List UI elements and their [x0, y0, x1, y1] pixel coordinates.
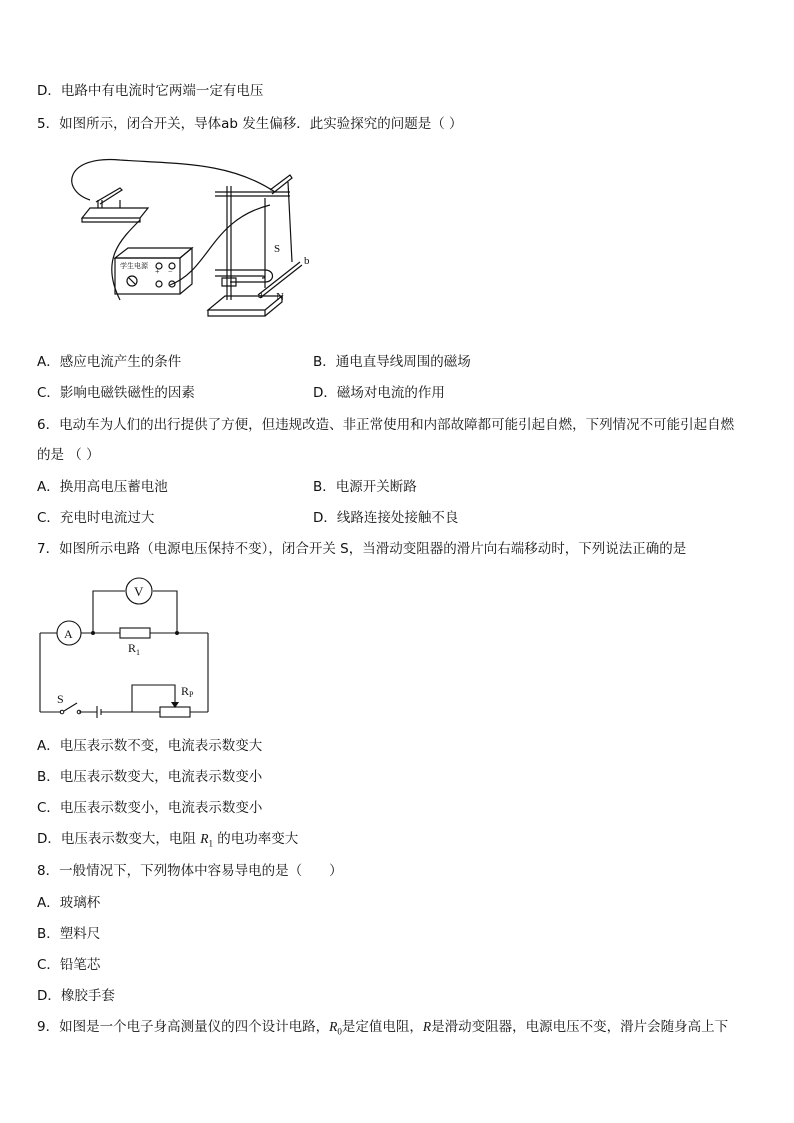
q7-option-d: D．电压表示数变大，电阻 $R_1$ 的电功率变大 [37, 831, 299, 849]
q6-option-d: D．线路连接处接触不良 [313, 510, 459, 526]
q6-option-c: C．充电时电流过大 [37, 510, 155, 526]
q8-option-d: D．橡胶手套 [37, 988, 115, 1004]
r1-label: $R_1$ [128, 641, 141, 657]
ammeter-label: A [64, 627, 73, 641]
q5-figure [60, 150, 320, 325]
q6-stem-line1: 6．电动车为人们的出行提供了方便，但违规改造、非正常使用和内部故障都可能引起自燃，下列情况不可能引起自燃 [37, 417, 735, 433]
q7-circuit-figure [35, 575, 215, 720]
label-b: b [304, 255, 310, 267]
voltmeter-label: V [134, 584, 144, 599]
q5-option-c: C．影响电磁铁磁性的因素 [37, 385, 195, 401]
switch-label: S [57, 692, 64, 706]
q6-stem-line2: 的是 （ ） [37, 447, 100, 463]
circuit-diagram [35, 575, 215, 720]
q8-option-b: B．塑料尺 [37, 926, 101, 942]
rp-label: RP [181, 684, 194, 699]
svg-text:−: − [168, 267, 173, 276]
q5-option-b: B．通电直导线周围的磁场 [313, 354, 471, 370]
svg-text:+: + [155, 267, 160, 276]
q7-option-c: C．电压表示数变小，电流表示数变小 [37, 800, 263, 816]
q8-stem: 8．一般情况下，下列物体中容易导电的是（ ） [37, 863, 343, 879]
label-a: a [258, 289, 263, 301]
power-supply-label: 学生电源 [120, 262, 148, 270]
q8-option-c: C．铅笔芯 [37, 957, 101, 973]
q9-stem: 9．如图是一个电子身高测量仪的四个设计电路，$R_0$是定值电阻，R是滑动变阻器，电源电压不变，滑片会随身高上下 [37, 1019, 729, 1037]
label-n: N [276, 291, 284, 303]
q8-option-a: A．玻璃杯 [37, 895, 101, 911]
q7-option-a: A．电压表示数不变，电流表示数变大 [37, 738, 263, 754]
q6-option-b: B．电源开关断路 [313, 479, 417, 495]
electromagnetic-experiment-diagram [60, 150, 320, 325]
q7-stem: 7．如图所示电路（电源电压保持不变），闭合开关 S，当滑动变阻器的滑片向右端移动时，下列说法正确的是 [37, 541, 687, 557]
q7-option-b: B．电压表示数变大，电流表示数变小 [37, 769, 263, 785]
q5-stem: 5．如图所示，闭合开关，导体ab 发生偏移．此实验探究的问题是（ ） [37, 116, 463, 132]
q5-option-a: A．感应电流产生的条件 [37, 354, 182, 370]
q5-option-d: D．磁场对电流的作用 [313, 385, 445, 401]
q4-option-d: D．电路中有电流时它两端一定有电压 [37, 83, 264, 99]
label-s: S [274, 243, 281, 255]
q6-option-a: A．换用高电压蓄电池 [37, 479, 168, 495]
